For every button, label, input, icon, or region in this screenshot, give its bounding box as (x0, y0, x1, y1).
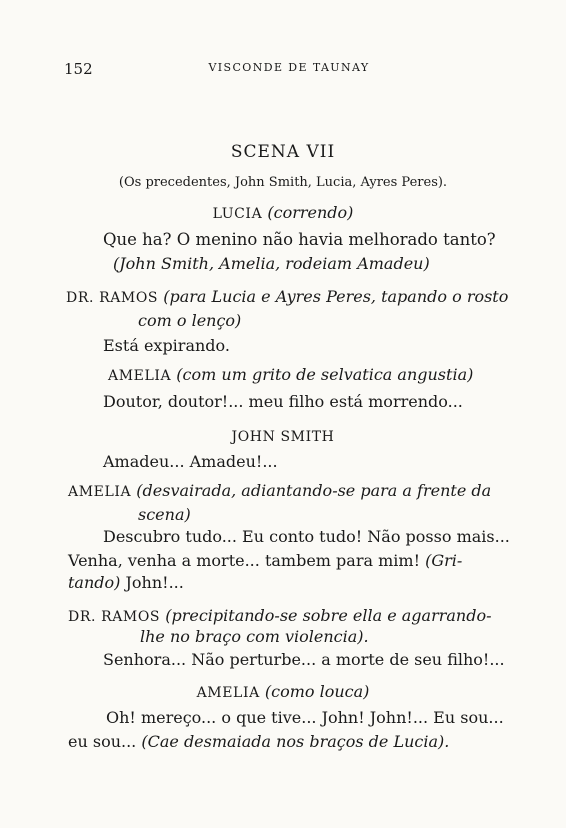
speaker-name: JOHN SMITH (231, 429, 335, 445)
stage-direction: tando) (68, 573, 121, 592)
page-number: 152 (64, 60, 93, 78)
dialogue-text: John!... (125, 573, 184, 592)
dialogue-text: eu sou... (68, 732, 137, 751)
speaker-line-dr-ramos (68, 606, 492, 625)
speaker-line-amelia (108, 365, 473, 384)
stage-direction-line: (John Smith, Amelia, rodeiam Amadeu) (113, 254, 430, 273)
stage-direction: (Gri- (425, 551, 463, 570)
dialogue-text: Venha, venha a morte... tambem para mim! (68, 551, 420, 570)
stage-direction: (precipitando-se sobre ella e agarrando- (165, 606, 492, 625)
speaker-name: DR. RAMOS (66, 290, 159, 306)
dialogue-line: Amadeu... Amadeu!... (103, 452, 278, 471)
stage-direction-line: lhe no braço com violencia). (140, 627, 369, 646)
stage-direction: (para Lucia e Ayres Peres, tapando o rosto (163, 287, 509, 306)
speaker-line-lucia (0, 203, 566, 222)
scene-stage-direction: (Os precedentes, John Smith, Lucia, Ayres Peres). (118, 175, 448, 190)
stage-direction: (com um grito de selvatica angustia) (176, 365, 474, 384)
speaker-line-amelia (0, 682, 566, 701)
speaker-name: LUCIA (212, 206, 263, 222)
dialogue-line: Doutor, doutor!... meu filho está morrendo... (103, 392, 463, 411)
dialogue-line (68, 551, 462, 570)
stage-direction: (Cae desmaiada nos braços de Lucia). (141, 732, 450, 751)
stage-direction: (como louca) (264, 682, 370, 701)
dialogue-line: Está expirando. (103, 336, 230, 355)
stage-direction: (desvairada, adiantando-se para a frente da (136, 481, 492, 500)
dialogue-line (68, 573, 184, 592)
scene-title: SCENA VII (230, 142, 336, 162)
speaker-name: AMELIA (196, 685, 260, 701)
dialogue-line: Que ha? O menino não havia melhorado tanto? (103, 230, 496, 249)
speaker-line-dr-ramos (66, 287, 508, 306)
speaker-name: AMELIA (68, 484, 132, 500)
dialogue-line (68, 732, 449, 751)
stage-direction: (correndo) (267, 203, 354, 222)
stage-direction-line: scena) (138, 505, 191, 524)
running-title: VISCONDE DE TAUNAY (208, 61, 370, 74)
speaker-line-john-smith (0, 426, 566, 445)
dialogue-line: Oh! mereço... o que tive... John! John!... Eu sou... (106, 708, 504, 727)
dialogue-line: Senhora... Não perturbe... a morte de seu filho!... (103, 650, 505, 669)
speaker-name: AMELIA (108, 368, 172, 384)
stage-direction-line: com o lenço) (138, 311, 242, 330)
dialogue-line: Descubro tudo... Eu conto tudo! Não posso mais... (103, 527, 510, 546)
speaker-line-amelia (68, 481, 491, 500)
speaker-name: DR. RAMOS (68, 609, 161, 625)
